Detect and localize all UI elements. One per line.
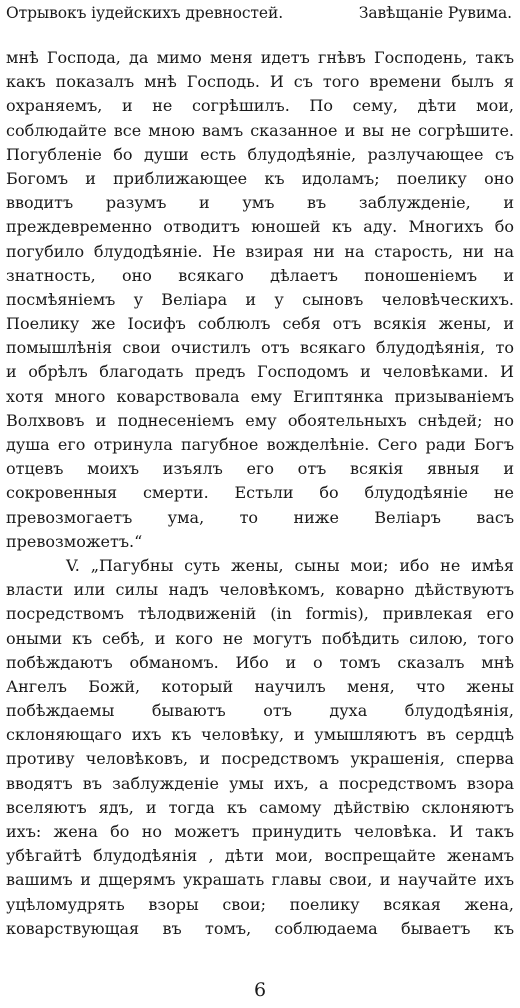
text-line: Богомъ и приближающее къ идоламъ; поелику оно bbox=[6, 168, 514, 188]
running-header bbox=[6, 2, 514, 24]
text-line: знатность, оно всякаго дѣлаетъ поношеніемъ и bbox=[6, 265, 514, 285]
text-line: уцѣломудрять взоры свои; поелику всякая жена, bbox=[6, 894, 514, 914]
text-line: ихъ: жена бо но можетъ принудить человѣка. И такъ bbox=[6, 822, 514, 841]
header-right-title: Завѣщаніе Рувима. bbox=[358, 4, 512, 22]
text-line: душа его отринула пагубное вожделѣніе. Сего ради Богъ bbox=[6, 435, 514, 454]
text-line: вашимъ и дщерямъ украшать главы свои, и научайте ихъ bbox=[6, 870, 514, 890]
text-line: вселяютъ ядъ, и тогда къ самому дѣйствію склоняютъ bbox=[6, 797, 514, 817]
text-line: побѣждаемы бываютъ отъ духа блудодѣянія, bbox=[6, 701, 514, 721]
text-line: Погубленіе бо души есть блудодѣяніе, разлучающее съ bbox=[6, 144, 514, 164]
text-line: вводитъ разумъ и умъ въ заблужденіе, и bbox=[6, 193, 514, 213]
page-body-text bbox=[6, 46, 514, 941]
text-line: вводятъ въ заблужденіе умы ихъ, а посредствомъ взора bbox=[6, 773, 514, 793]
text-line: власти или силы надъ человѣкомъ, коварно дѣйствуютъ bbox=[6, 580, 514, 600]
text-line: побѣждаютъ обманомъ. Ибо и о томъ сказалъ мнѣ bbox=[6, 652, 514, 672]
text-line: охраняемъ, и не согрѣшилъ. По сему, дѣти мои, bbox=[6, 96, 514, 116]
text-line: склоняющаго ихъ къ человѣку, и умышляютъ въ сердцѣ bbox=[6, 725, 514, 745]
text-line: Ангелъ Божй, который научилъ меня, что жены bbox=[6, 676, 514, 696]
text-line: превозможетъ.“ bbox=[6, 531, 143, 551]
page-number: 6 bbox=[253, 979, 267, 1001]
text-line: и обрѣлъ благодать предъ Господомъ и человѣками. И bbox=[6, 362, 514, 382]
text-line: превозмогаетъ ума, то ниже Веліаръ васъ bbox=[6, 507, 514, 527]
text-line: посредствомъ тѣлодвиженій (in formis), привлекая его bbox=[6, 604, 514, 624]
text-line: Волхвовъ и поднесеніемъ ему обоятельныхъ снѣдей; но bbox=[6, 410, 514, 430]
text-line: сокровенныя смерти. Естьли бо блудодѣяніе не bbox=[6, 483, 514, 503]
text-line: мнѣ Господа, да мимо меня идетъ гнѣвъ Господень, такъ bbox=[6, 48, 514, 67]
text-line: убѣгайтѣ блудодѣянія , дѣти мои, воспрещайте женамъ bbox=[6, 846, 514, 866]
text-line: погубило блудодѣяніе. Не взирая ни на старость, ни на bbox=[6, 241, 514, 261]
text-line: преждевременно отводитъ юношей къ аду. Многихъ бо bbox=[6, 217, 514, 237]
text-line: отцевъ моихъ изъялъ его отъ всякія явныя и bbox=[6, 459, 514, 479]
text-line: соблюдайте все мною вамъ сказанное и вы не согрѣшите. bbox=[6, 120, 514, 140]
text-line: Поелику же Іосифъ соблюлъ себя отъ всякія жены, и bbox=[6, 314, 514, 334]
section-v-first-line: V. „Пагубны суть жены, сыны мои; ибо не имѣя bbox=[66, 555, 514, 575]
text-line: хотя много коварствовала ему Египтянка призываніемъ bbox=[6, 386, 514, 406]
header-left-title: Отрывокъ іудейскихъ древностей. bbox=[6, 4, 284, 22]
text-line: какъ показалъ мнѣ Господь. И съ того времени былъ я bbox=[6, 72, 514, 92]
text-line: противу человѣковъ, и посредствомъ украшенія, сперва bbox=[6, 749, 514, 769]
text-line: оными къ себѣ, и кого не могутъ побѣдить силою, того bbox=[6, 628, 514, 648]
text-line: помышлѣнія свои очистилъ отъ всякаго блудодѣянія, то bbox=[6, 338, 514, 358]
text-line: коварствующая въ томъ, соблюдаема бываетъ къ bbox=[6, 918, 514, 938]
text-line: посмѣяніемъ у Веліара и у сыновъ человѣческихъ. bbox=[6, 289, 514, 309]
